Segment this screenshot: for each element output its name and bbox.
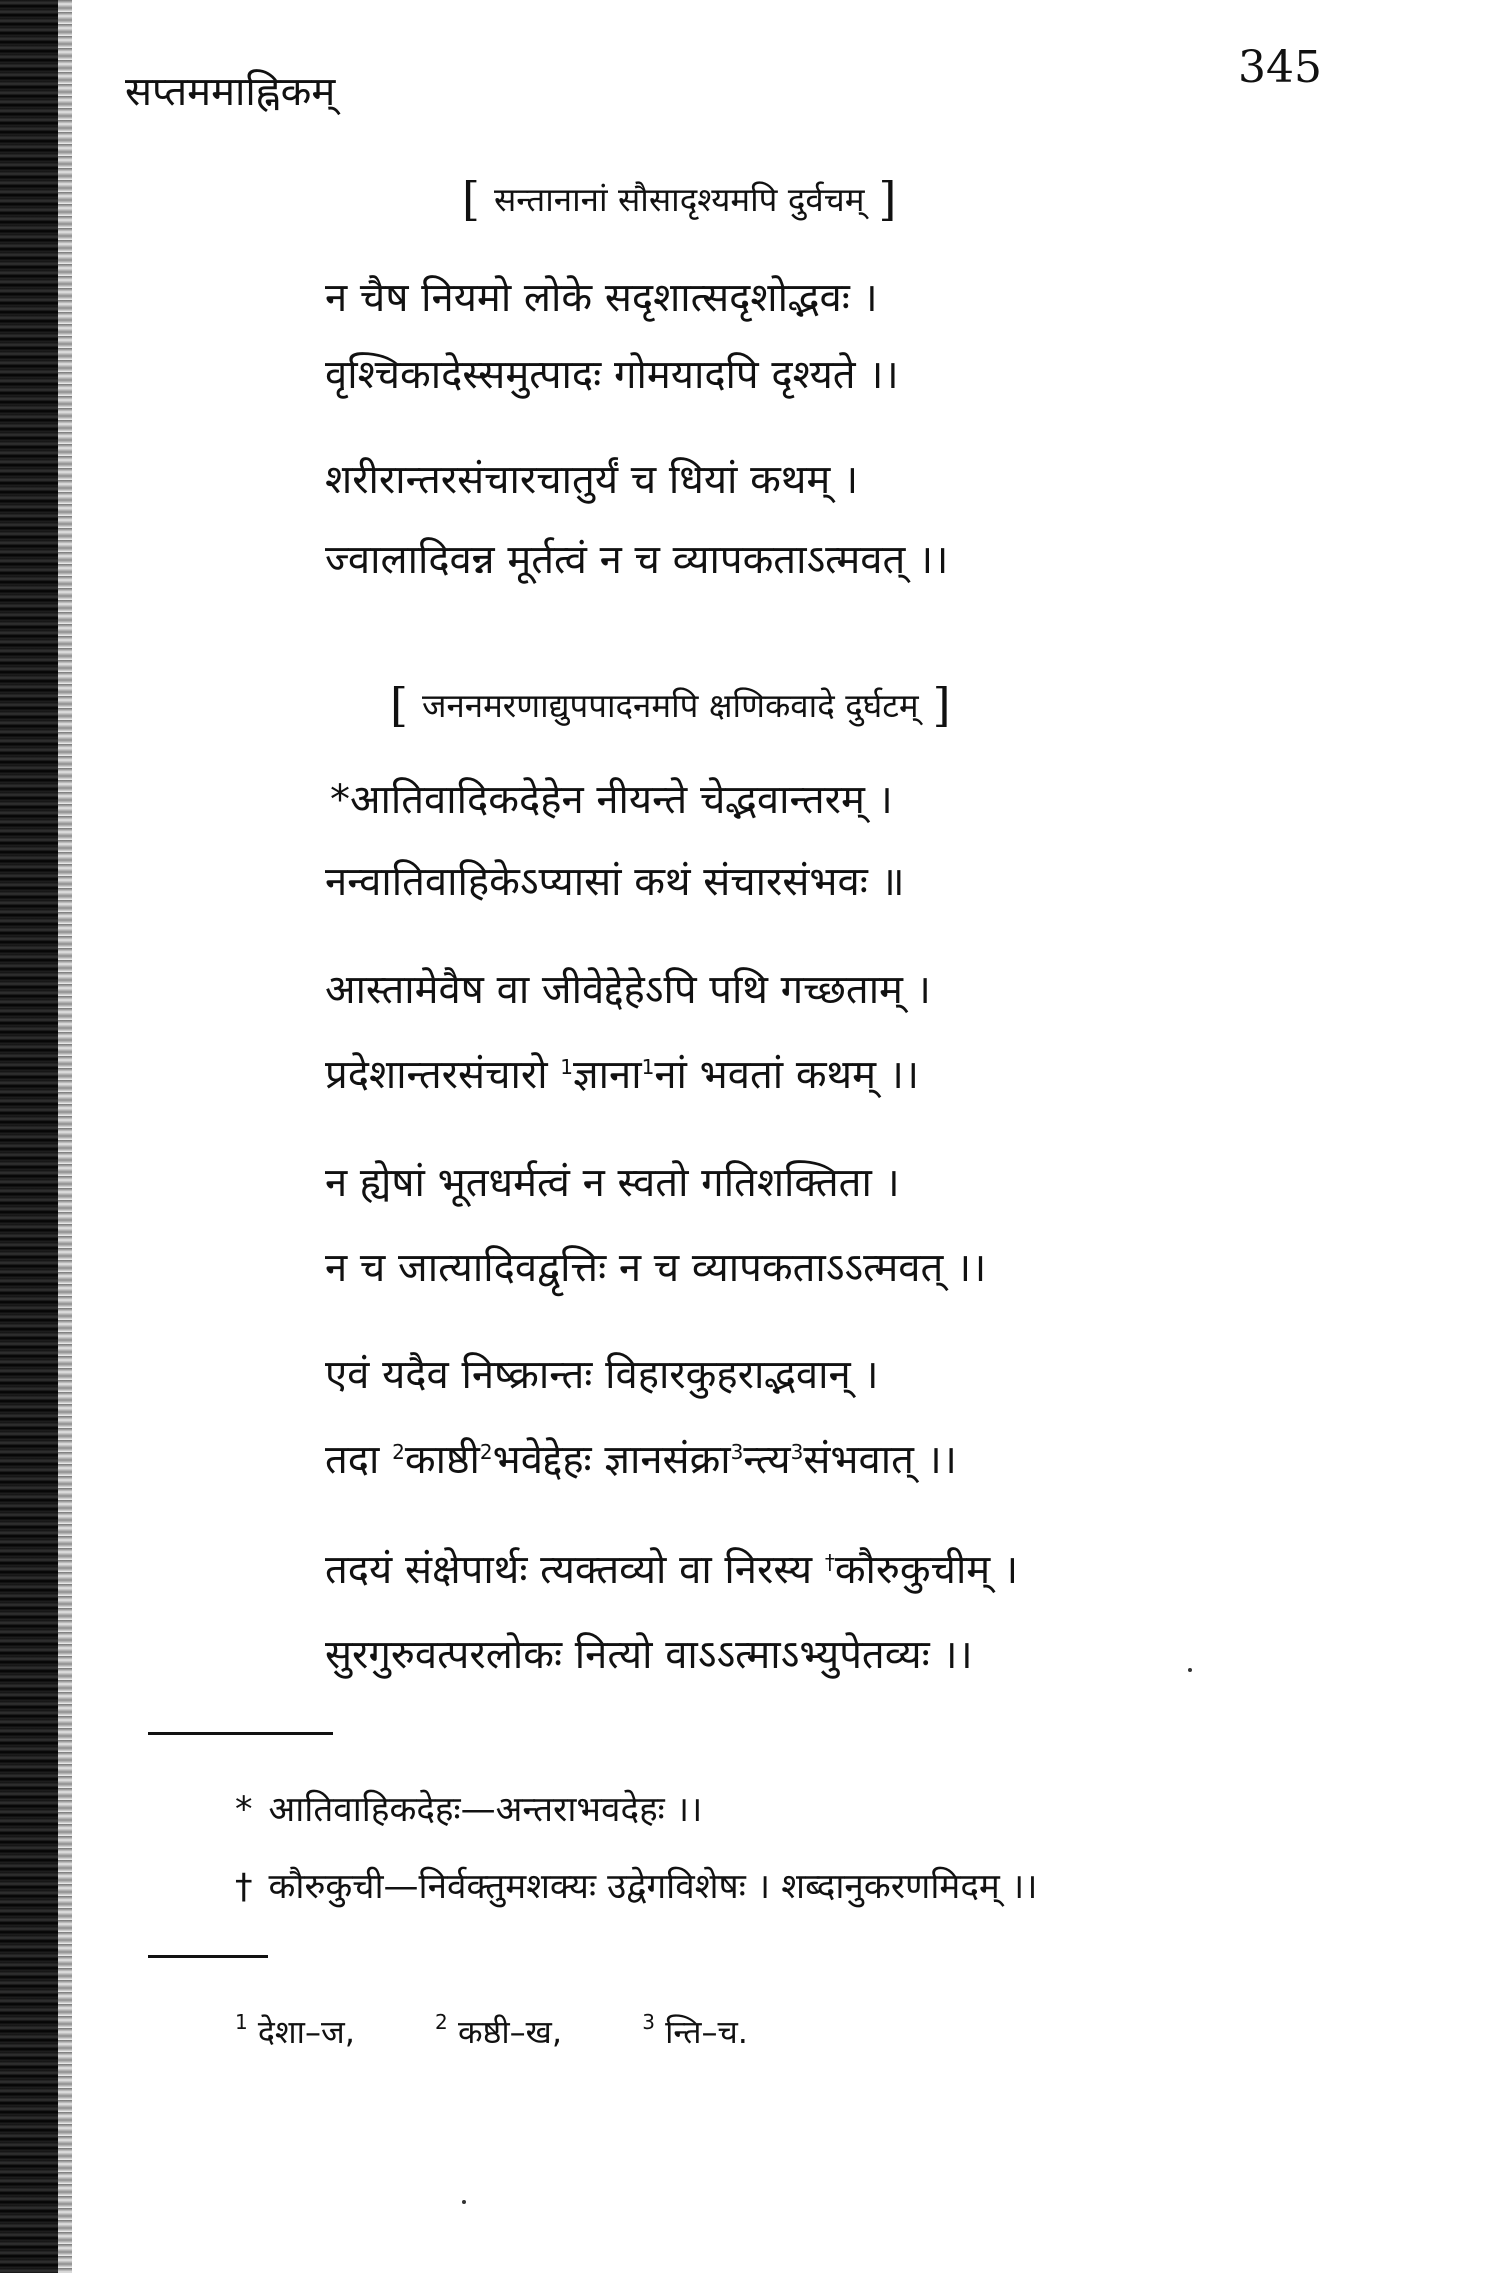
bracket-open: [ bbox=[390, 678, 408, 732]
bracket-close: ] bbox=[932, 678, 951, 732]
verse-line: न च जात्यादिवद्वृत्तिः न च व्यापकताऽऽत्मवत् ।। bbox=[325, 1245, 987, 1291]
variant-marker: 1 bbox=[641, 1055, 655, 1079]
book-binding-edge bbox=[0, 0, 58, 2273]
page-number: 345 bbox=[1238, 42, 1322, 93]
print-speck bbox=[1188, 1668, 1192, 1672]
verse-line: प्रदेशान्तरसंचारो $^1$ज्ञाना$^1$नां भवतां कथम् ।। bbox=[325, 1052, 920, 1098]
verse-line: शरीरान्तरसंचारचातुर्यं च धियां कथम् । bbox=[325, 457, 859, 503]
footnote-text: कौरुकुची—निर्वक्तुमशक्यः उद्वेगविशेषः । शब्दानुकरणमिदम् ।। bbox=[268, 1867, 1038, 1907]
footnote-marker: † bbox=[824, 1550, 835, 1574]
section-heading-1-text: सन्तानानां सौसादृश्यमपि दुर्वचम् bbox=[493, 180, 865, 219]
print-speck bbox=[462, 2200, 466, 2204]
footnote-mark: * bbox=[235, 1790, 253, 1830]
footnote bbox=[235, 1862, 1038, 1909]
verse-line: आस्तामेवैष वा जीवेद्देहेऽपि पथि गच्छताम् । bbox=[325, 967, 931, 1013]
section-heading-2 bbox=[390, 678, 951, 732]
running-header-title: सप्तममाह्निकम् bbox=[125, 69, 336, 115]
verse-line: तदयं संक्षेपार्थः त्यक्तव्यो वा निरस्य †कौरुकुचीम् । bbox=[325, 1547, 1019, 1593]
verse-line: नन्वातिवाहिकेऽप्यासां कथं संचारसंभवः ॥ bbox=[325, 859, 905, 905]
variant-note: $^3$ न्ति–च. bbox=[642, 2010, 748, 2051]
section-heading-2-text: जननमरणाद्युपपादनमपि क्षणिकवादे दुर्घटम् bbox=[421, 686, 919, 725]
verse-line: ज्वालादिवन्न मूर्तत्वं न च व्यापकताऽत्मवत् ।। bbox=[325, 537, 949, 583]
verse-line: *आतिवादिकदेहेन नीयन्ते चेद्भवान्तरम् । bbox=[330, 777, 893, 823]
variant-marker: 2 bbox=[479, 1440, 493, 1464]
variant-marker: 2 bbox=[392, 1440, 405, 1464]
footnote-mark: † bbox=[235, 1867, 253, 1907]
verse-line: न ह्येषां भूतधर्मत्वं न स्वतो गतिशक्तिता । bbox=[325, 1160, 900, 1206]
textual-variants bbox=[235, 2010, 818, 2053]
variant-note: $^1$ देशा–ज, bbox=[235, 2010, 355, 2051]
verse-line: वृश्चिकादेस्समुत्पादः गोमयादपि दृश्यते ।। bbox=[325, 352, 899, 398]
variant-marker: 3 bbox=[730, 1440, 744, 1464]
verse-line: सुरगुरुवत्परलोकः नित्यो वाऽऽत्माऽभ्युपेतव्यः ।। bbox=[325, 1632, 973, 1678]
bracket-open: [ bbox=[462, 172, 480, 226]
footnote-separator bbox=[148, 1732, 333, 1735]
verse-line: तदा $^2$काष्ठी$^2$भवेद्देहः ज्ञानसंक्रा$^3$न्त्य$^3$संभवात् ।। bbox=[325, 1437, 957, 1483]
variant-separator bbox=[148, 1955, 268, 1958]
bracket-close: ] bbox=[878, 172, 897, 226]
verse-line: एवं यदैव निष्क्रान्तः विहारकुहराद्भवान् । bbox=[325, 1352, 879, 1398]
variant-marker: 1 bbox=[560, 1055, 574, 1079]
section-heading-1 bbox=[462, 172, 896, 226]
variant-marker: 3 bbox=[790, 1440, 804, 1464]
footnote-text: आतिवाहिकदेहः—अन्तराभवदेहः ।। bbox=[268, 1790, 703, 1830]
variant-note: $^2$ कष्ठी–ख, bbox=[435, 2010, 563, 2051]
binding-shadow bbox=[58, 0, 72, 2273]
footnote bbox=[235, 1785, 702, 1832]
verse-line: न चैष नियमो लोके सदृशात्सदृशोद्भवः । bbox=[325, 275, 878, 321]
